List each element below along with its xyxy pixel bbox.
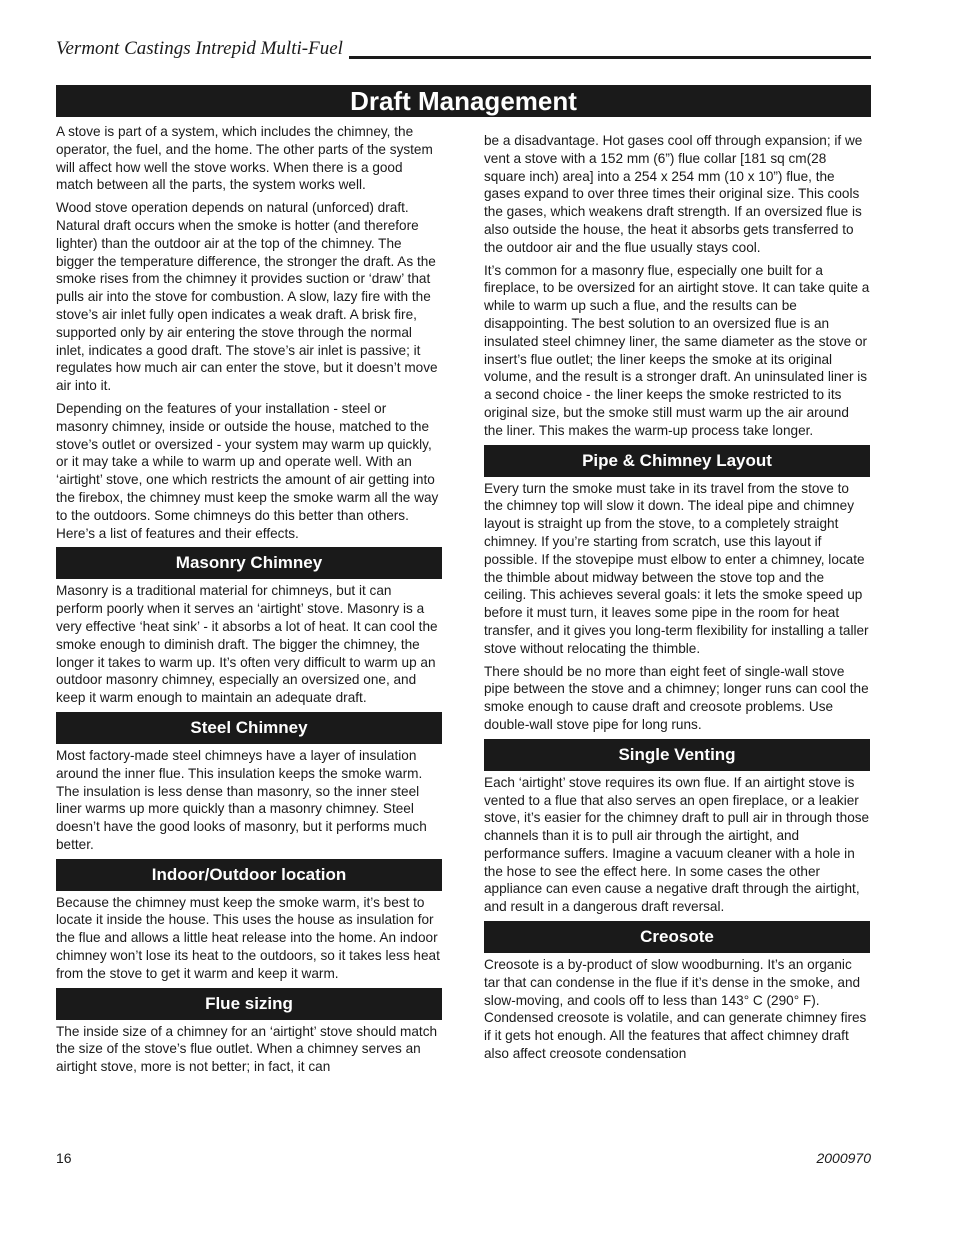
intro-paragraph-1: A stove is part of a system, which includes the chimney, the operator, the fuel, and the home. The other parts of the system will affect how well the stove works. When there is a good match between all the parts, the system works well. xyxy=(56,124,433,193)
right-column xyxy=(484,132,870,1068)
creosote-text: Creosote is a by-product of slow woodburning. It’s an organic tar that can condense in the flue if it’s dense in the smoke, and slow-moving, and cools off to less than 143° C (290° F). Condensed creosote is volatile, and can generate chimney fires if it gets hot enough. All the features that affect chimney draft also affect creosote condensation xyxy=(484,957,867,1062)
flue-sizing-text: The inside size of a chimney for an ‘airtight’ stove should match the size of the stove’s flue outlet. When a chimney serves an airtight stove, more is not better; in fact, it can xyxy=(56,1023,438,1075)
flue-sizing-continued-2: It’s common for a masonry flue, especially one built for a fireplace, to be oversized for an airtight stove. It can take quite a while to warm up such a flue, and the results can be disappointing. The best solution to an oversized flue is an insulated steel chimney liner, the same diameter as the stove or insert’s flue outlet; the liner keeps the smoke at its original volume, and the result is a stronger draft. An uninsulated liner is a second choice - the liner keeps the smoke restricted to its original size, but the smoke still must warm up the air around the liner. This makes the warm-up process take longer. xyxy=(484,262,870,438)
indoor-outdoor-location-text: Because the chimney must keep the smoke warm, it’s best to locate it inside the house. This uses the house as insulation for the flue and allows a little heat release into the home. An indoor chimney won’t lose its heat to the outdoors, so it takes less heat from the stove to get it warm and keep it warm. xyxy=(56,894,440,981)
header-rule xyxy=(349,56,871,59)
section-heading-indoor-outdoor-location: Indoor/Outdoor location xyxy=(56,859,442,891)
pipe-layout-paragraph-1: Every turn the smoke must take in its travel from the stove to the chimney top will slow it down. The ideal pipe and chimney layout is straight up from the stove, to a completely straight chimney. If you’re starting from scratch, use this layout if possible. If the stovepipe must elbow to enter a chimney, locate the thimble about midway between the stove top and the ceiling. This achieves several goals: it lets the smoke speed up before it must turn, it leaves some pipe in the room for heat transfer, and it gives you long-term flexibility for installing a taller stove without relocating the thimble. xyxy=(484,480,869,656)
section-heading-masonry-chimney: Masonry Chimney xyxy=(56,547,442,579)
section-heading-creosote: Creosote xyxy=(484,921,870,953)
document-header-title: Vermont Castings Intrepid Multi-Fuel xyxy=(56,38,343,59)
intro-paragraph-2: Wood stove operation depends on natural (unforced) draft. Natural draft occurs when the smoke is hotter (and therefore lighter) than the outdoor air at the top of the chimney. The bigger the temperature difference, the stronger the draft. As the smoke rises from the chimney it provides suction or ‘draw’ that pulls air into the stove for combustion. A slow, lazy fire with the stove’s air inlet fully open indicates a weak draft. A brisk fire, supported only by air entering the stove through the normal inlet, indicates a good draft. The stove’s air inlet is passive; it regulates how much air can enter the stove, but it doesn’t move air into it. xyxy=(56,200,438,394)
document-code: 2000970 xyxy=(816,1150,871,1166)
section-heading-flue-sizing: Flue sizing xyxy=(56,988,442,1020)
left-column xyxy=(56,123,442,1081)
flue-sizing-continued-1: be a disadvantage. Hot gases cool off through expansion; if we vent a stove with a 152 mm (6”) flue collar [181 sq cm(28 square inch) area] into a 254 x 254 mm (10 x 10”) flue, the gases expand to over three times their original size. This cools the gases, which weakens draft strength. If an oversized flue is also outside the house, the heat it absorbs gets transferred to the outdoor air and the flue usually stays cool. xyxy=(484,133,863,255)
section-heading-single-venting: Single Venting xyxy=(484,739,870,771)
pipe-layout-paragraph-2: There should be no more than eight feet of single-wall stove pipe between the stove and a chimney; longer runs can cool the smoke enough to cause draft and creosote problems. Use double-wall stove pipe for long runs. xyxy=(484,663,869,732)
page-number: 16 xyxy=(56,1150,72,1166)
steel-chimney-text: Most factory-made steel chimneys have a layer of insulation around the inner flue. This insulation keeps the smoke warm. The insulation is less dense than masonry, so the inner steel liner warms up more quickly than a masonry chimney. Steel doesn’t have the good looks of masonry, but it performs much better. xyxy=(56,747,427,852)
single-venting-text: Each ‘airtight’ stove requires its own flue. If an airtight stove is vented to a flue that also serves an open fireplace, or a leakier stove, it’s easier for the chimney draft to pull air in through those channels than it is to pull air through the airtight, and performance suffers. Imagine a vacuum cleaner with a hole in the hose to see the effect here. In some cases the other appliance can even cause a negative draft through the airtight, and result in a dangerous draft reversal. xyxy=(484,774,870,915)
intro-paragraph-3: Depending on the features of your installation - steel or masonry chimney, inside or outside the house, matched to the stove’s outlet or oversized - your system may warm up quickly, or it may take a while to warm up and operate well. With an ‘airtight’ stove, one which restricts the amount of air getting into the firebox, the chimney must keep the smoke warm all the way to the outdoors. Some chimneys do this better than others. Here’s a list of features and their effects. xyxy=(56,400,439,541)
page-title-banner: Draft Management xyxy=(56,85,871,117)
section-heading-steel-chimney: Steel Chimney xyxy=(56,712,442,744)
section-heading-pipe-chimney-layout: Pipe & Chimney Layout xyxy=(484,445,870,477)
masonry-chimney-text: Masonry is a traditional material for chimneys, but it can perform poorly when it serves an ‘airtight’ stove. Masonry is a very effective ‘heat sink’ - it absorbs a lot of heat. It can cool the smoke enough to diminish draft. The bigger the chimney, the longer it takes to warm up. It’s often very difficult to warm up an outdoor masonry chimney, especially an oversized one, and keep it warm enough to maintain an adequate draft. xyxy=(56,583,438,706)
